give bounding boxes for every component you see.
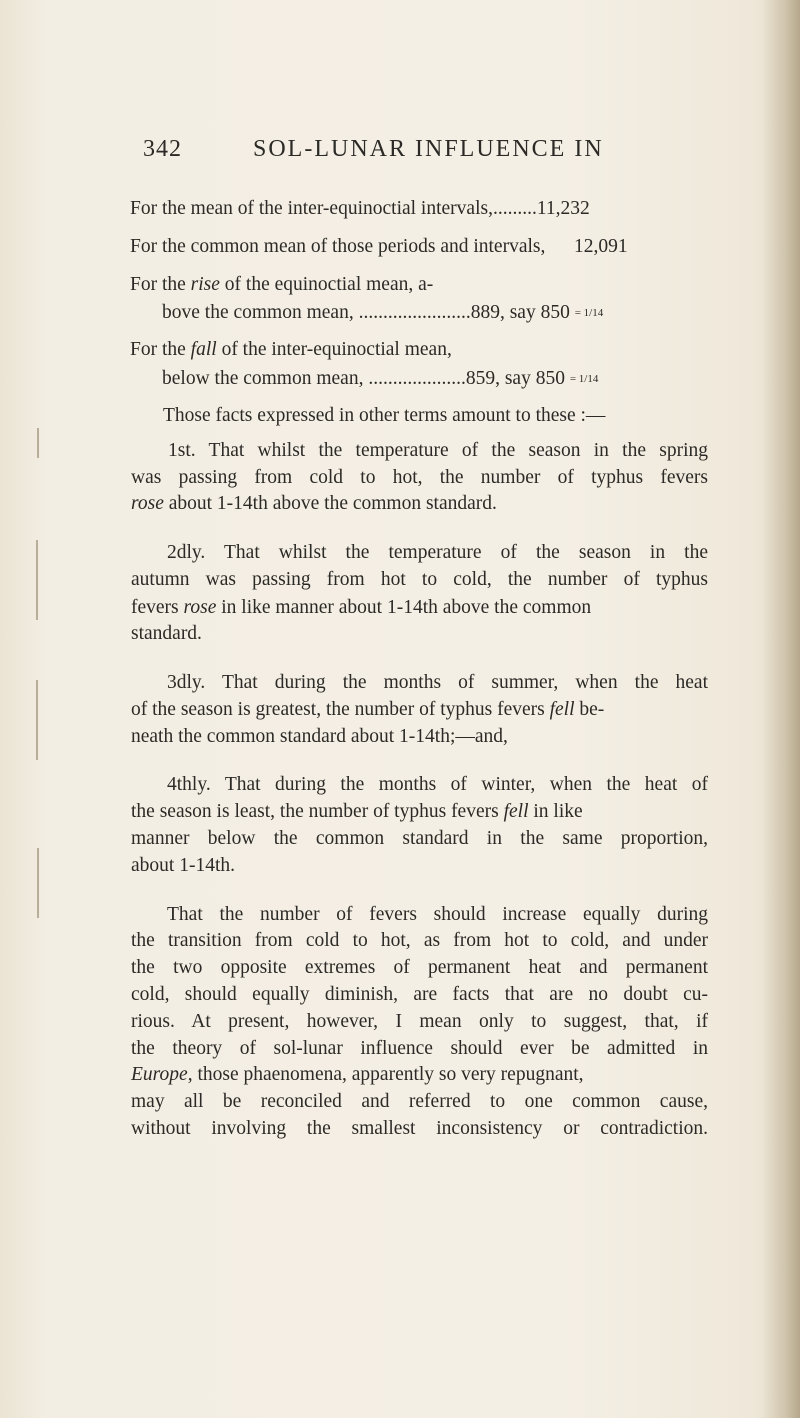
margin-mark [36, 680, 38, 760]
summary-line-3a: For the rise of the equinoctial mean, a- [130, 274, 434, 295]
summary-line-1: For the mean of the inter-equinoctial intervals,.........11,232 [130, 198, 590, 219]
para1-line2: was passing from cold to hot, the number of typhus fevers [131, 467, 708, 488]
para5-line5: rious. At present, however, I mean only to suggest, that, if [131, 1011, 708, 1032]
para5-line6: the theory of sol-lunar influence should ever be admitted in [131, 1038, 708, 1059]
para5-line7: Europe, those phaenomena, apparently so very repugnant, [131, 1064, 584, 1085]
para2-line2: autumn was passing from hot to cold, the number of typhus [131, 569, 708, 590]
summary-line-4a: For the fall of the inter-equinoctial mean, [130, 339, 452, 360]
para5-line4: cold, should equally diminish, are facts that are no doubt cu- [131, 984, 708, 1005]
para2-line3: fevers rose in like manner about 1-14th above the common [131, 597, 592, 618]
page-edge-shadow [762, 0, 800, 1418]
summary-line-3b: bove the common mean, .......................889, say 850 = 1/14 [162, 302, 604, 323]
para5-line2: the transition from cold to hot, as from hot to cold, and under [131, 930, 708, 951]
margin-mark [37, 428, 39, 458]
para3-line2: of the season is greatest, the number of typhus fevers fell be- [131, 699, 605, 720]
margin-mark [36, 540, 38, 620]
para4-line1: 4thly. That during the months of winter, when the heat of [167, 774, 708, 795]
para1-line1: 1st. That whilst the temperature of the season in the spring [168, 440, 708, 461]
para3-line3: neath the common standard about 1-14th;—and, [131, 726, 508, 747]
margin-mark [37, 848, 39, 918]
para5-line9: without involving the smallest inconsistency or contradiction. [131, 1118, 708, 1139]
para4-line3: manner below the common standard in the same proportion, [131, 828, 708, 849]
para4-line4: about 1-14th. [131, 855, 235, 876]
para5-line8: may all be reconciled and referred to one common cause, [131, 1091, 708, 1112]
para2-line4: standard. [131, 623, 202, 644]
para2-line1: 2dly. That whilst the temperature of the season in the [167, 542, 708, 563]
page-number: 342 [143, 136, 182, 162]
para5-line3: the two opposite extremes of permanent heat and permanent [131, 957, 708, 978]
para3-line1: 3dly. That during the months of summer, when the heat [167, 672, 708, 693]
para5-line1: That the number of fevers should increase equally during [167, 904, 708, 925]
running-header [143, 136, 703, 166]
para4-line2: the season is least, the number of typhus fevers fell in like [131, 801, 583, 822]
summary-line-2: For the common mean of those periods and intervals, 12,091 [130, 236, 628, 257]
summary-line-4b: below the common mean, ....................859, say 850 = 1/14 [162, 368, 599, 389]
para1-line3: rose about 1-14th above the common standard. [131, 493, 497, 514]
facts-intro: Those facts expressed in other terms amount to these :— [163, 405, 606, 426]
running-title: SOL-LUNAR INFLUENCE IN [253, 136, 604, 162]
